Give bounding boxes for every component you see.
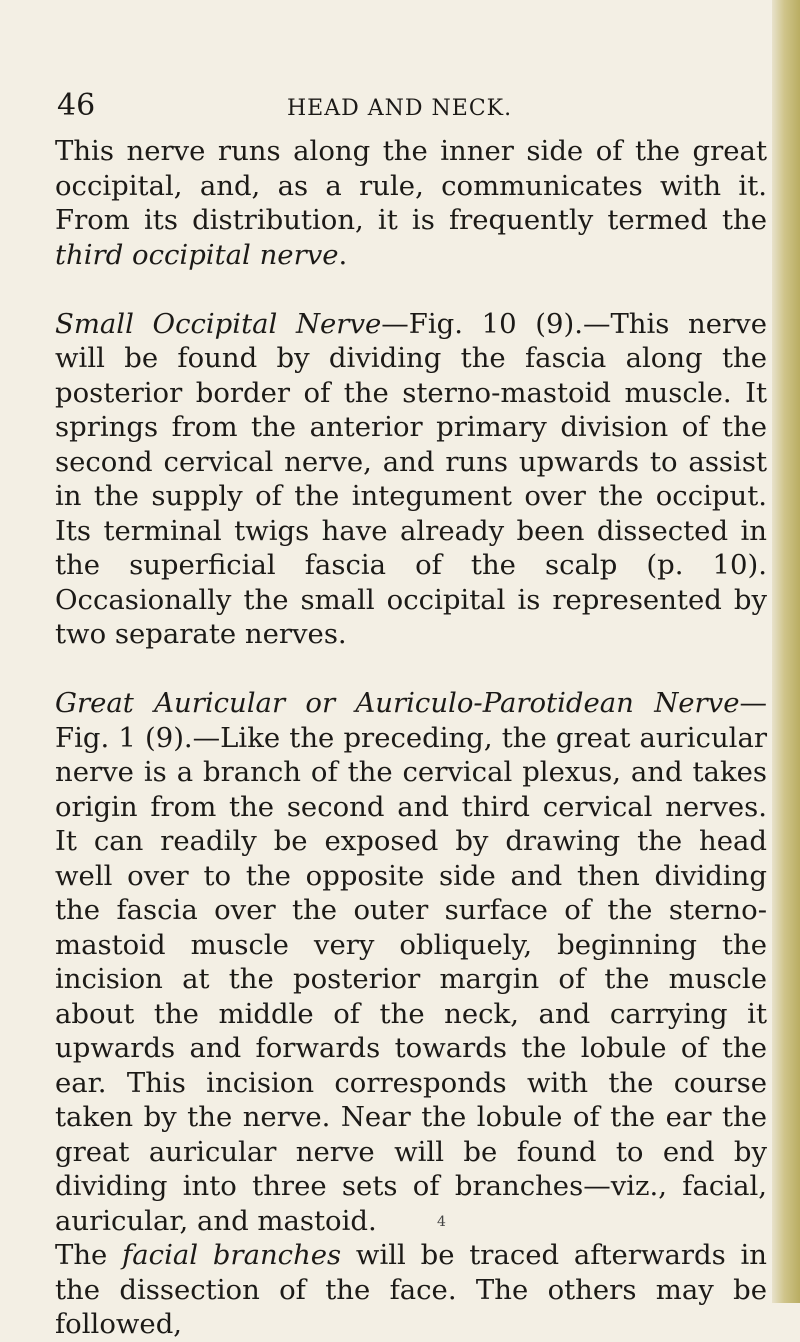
term-third-occipital: third occipital nerve [55, 238, 339, 271]
page-header [55, 88, 767, 134]
paragraph-third-occipital: This nerve runs along the inner side of the great occipital, and, as a rule, communicates with it. From its distribution, it is frequently termed the third occipital nerve. [55, 135, 767, 271]
page-number: 46 [57, 88, 96, 123]
paragraph-small-occipital: Small Occipital Nerve—Fig. 10 (9).—This nerve will be found by dividing the fascia along the posterior border of the sterno-mastoid muscle. It springs from the anterior primary division of the second cervical nerve, and runs upwards to assist in the supply of the integument over the occiput. Its terminal twigs have already been dissected in the superficial fascia of the scalp (p. 10). Occasionally the small occipital is represented by two separate nerves. [55, 307, 767, 650]
heading-small-occipital: Small Occipital Nerve [55, 307, 382, 340]
paragraph-gap [55, 652, 767, 687]
page-body [55, 134, 767, 1342]
page [55, 88, 767, 1342]
page-edge [772, 0, 800, 1303]
running-head: HEAD AND NECK. [287, 96, 513, 121]
paragraph-facial-branches: The facial branches will be traced afterwards in the dissection of the face. The others may be followed, [55, 1239, 767, 1340]
heading-great-auricular: Great Auricular or Auriculo-Parotidean Nerve [55, 687, 740, 719]
paragraph-gap [55, 272, 767, 307]
term-facial-branches: facial branches [122, 1239, 342, 1271]
paragraph-great-auricular: Great Auricular or Auriculo-Parotidean Nerve—Fig. 1 (9).—Like the preceding, the great auricular nerve is a branch of the cervical plexus, and takes origin from the second and third cervical nerves. It can readily be exposed by drawing the head well over to the opposite side and then dividing the fascia over the outer surface of the sterno-mastoid muscle very obliquely, beginning the incision at the posterior margin of the muscle about the middle of the neck, and carrying it upwards and forwards towards the lobule of the ear. This incision corresponds with the course taken by the nerve. Near the lobule of the ear the great auricular nerve will be found to end by dividing into three sets of branches—viz., facial, auricular, and mastoid. [55, 687, 767, 1237]
footer-mark: 4 [437, 1214, 446, 1230]
